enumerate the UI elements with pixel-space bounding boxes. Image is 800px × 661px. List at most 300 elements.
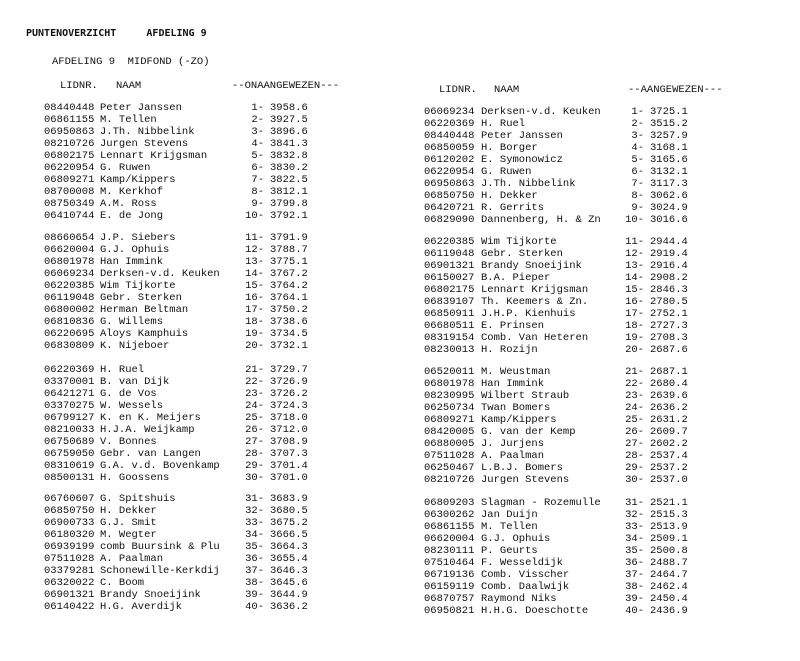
- rank: 19-: [625, 332, 644, 344]
- member-name: Comb. Visscher: [481, 569, 570, 581]
- score: 2436.9: [650, 605, 688, 617]
- member-id: 06901321: [424, 260, 475, 272]
- member-id: 06220369: [44, 364, 95, 376]
- rank: 7-: [631, 178, 644, 190]
- score: 2687.6: [650, 344, 688, 356]
- rank: 39-: [625, 593, 644, 605]
- member-id: 06850911: [424, 308, 475, 320]
- score: 3016.6: [650, 214, 688, 226]
- member-id: 03370001: [44, 376, 95, 388]
- rank: 31-: [625, 497, 644, 509]
- rank: 25-: [245, 412, 264, 424]
- member-name: comb Buursink & Plu: [100, 541, 220, 553]
- rank: 36-: [625, 557, 644, 569]
- score: 2602.2: [650, 438, 688, 450]
- score: 3830.2: [270, 162, 308, 174]
- member-name: Wim Tijkorte: [481, 236, 557, 248]
- member-id: 06320022: [44, 577, 95, 589]
- score: 3724.3: [270, 400, 308, 412]
- score: 3734.5: [270, 328, 308, 340]
- member-name: Aloys Kamphuis: [100, 328, 189, 340]
- score: 3655.4: [270, 553, 308, 565]
- score: 3767.2: [270, 268, 308, 280]
- member-id: 08660654: [44, 232, 95, 244]
- rank: 38-: [245, 577, 264, 589]
- member-id: 08500131: [44, 472, 95, 484]
- member-id: 06799127: [44, 412, 95, 424]
- member-name: Peter Janssen: [481, 130, 563, 142]
- rank: 28-: [625, 450, 644, 462]
- score: 2708.3: [650, 332, 688, 344]
- member-id: 06220385: [424, 236, 475, 248]
- member-id: 06861155: [424, 521, 475, 533]
- page-subtitle: AFDELING 9 MIDFOND (-ZO): [52, 56, 210, 68]
- score: 3718.0: [270, 412, 308, 424]
- right-header-name: NAAM: [494, 84, 520, 96]
- score: 2509.1: [650, 533, 688, 545]
- rank: 6-: [251, 162, 264, 174]
- member-name: Schonewille-Kerkdij: [100, 565, 220, 577]
- rank: 8-: [251, 186, 264, 198]
- score: 3683.9: [270, 493, 308, 505]
- rank: 19-: [245, 328, 264, 340]
- score: 3117.3: [650, 178, 688, 190]
- score: 3708.9: [270, 436, 308, 448]
- score: 2727.3: [650, 320, 688, 332]
- score: 2908.2: [650, 272, 688, 284]
- member-name: M. Tellen: [481, 521, 538, 533]
- member-name: Kamp/Kippers: [100, 174, 176, 186]
- member-id: 06150027: [424, 272, 475, 284]
- rank: 35-: [245, 541, 264, 553]
- member-id: 06939199: [44, 541, 95, 553]
- member-name: B. van Dijk: [100, 376, 170, 388]
- member-id: 06800002: [44, 304, 95, 316]
- rank: 26-: [625, 426, 644, 438]
- member-id: 06750689: [44, 436, 95, 448]
- member-name: B.A. Pieper: [481, 272, 551, 284]
- member-id: 06802175: [424, 284, 475, 296]
- rank: 10-: [245, 210, 264, 222]
- rank: 14-: [245, 268, 264, 280]
- score: 3841.3: [270, 138, 308, 150]
- rank: 29-: [625, 462, 644, 474]
- score: 3832.8: [270, 150, 308, 162]
- member-name: F. Wesseldijk: [481, 557, 563, 569]
- member-name: G. Spitshuis: [100, 493, 176, 505]
- score: 2488.7: [650, 557, 688, 569]
- member-id: 06850059: [424, 142, 475, 154]
- rank: 10-: [625, 214, 644, 226]
- member-name: Jan Duijn: [481, 509, 538, 521]
- score: 2752.1: [650, 308, 688, 320]
- member-id: 06220369: [424, 118, 475, 130]
- score: 3958.6: [270, 102, 308, 114]
- rank: 15-: [245, 280, 264, 292]
- member-name: C. Boom: [100, 577, 145, 589]
- member-id: 06809203: [424, 497, 475, 509]
- member-id: 06950863: [424, 178, 475, 190]
- member-name: A. Paalman: [100, 553, 164, 565]
- member-id: 06520011: [424, 366, 475, 378]
- rank: 22-: [625, 378, 644, 390]
- rank: 33-: [245, 517, 264, 529]
- score: 3725.1: [650, 106, 688, 118]
- member-id: 06620004: [424, 533, 475, 545]
- score: 3024.9: [650, 202, 688, 214]
- score: 2521.1: [650, 497, 688, 509]
- rank: 34-: [245, 529, 264, 541]
- member-id: 06861155: [44, 114, 95, 126]
- rank: 13-: [245, 256, 264, 268]
- member-name: J.Th. Nibbelink: [100, 126, 195, 138]
- right-header-id: LIDNR.: [439, 84, 477, 96]
- rank: 16-: [245, 292, 264, 304]
- member-name: H.J.A. Weijkamp: [100, 424, 195, 436]
- member-name: Peter Janssen: [100, 102, 182, 114]
- score: 2919.4: [650, 248, 688, 260]
- member-id: 07510464: [424, 557, 475, 569]
- rank: 23-: [245, 388, 264, 400]
- member-id: 07511028: [424, 450, 475, 462]
- rank: 15-: [625, 284, 644, 296]
- member-id: 06901321: [44, 589, 95, 601]
- member-id: 06759050: [44, 448, 95, 460]
- score: 3666.5: [270, 529, 308, 541]
- score: 3664.3: [270, 541, 308, 553]
- member-name: Brandy Snoeijink: [481, 260, 582, 272]
- member-name: K. en K. Meijers: [100, 412, 201, 424]
- member-name: Slagman - Rozemulle: [481, 497, 601, 509]
- score: 3165.6: [650, 154, 688, 166]
- member-id: 08230995: [424, 390, 475, 402]
- member-id: 06850750: [424, 190, 475, 202]
- rank: 20-: [625, 344, 644, 356]
- rank: 9-: [631, 202, 644, 214]
- member-name: H.H.G. Doeschotte: [481, 605, 589, 617]
- score: 2687.1: [650, 366, 688, 378]
- member-id: 06250734: [424, 402, 475, 414]
- score: 2537.2: [650, 462, 688, 474]
- member-name: H. Ruel: [481, 118, 526, 130]
- member-name: G. Ruwen: [481, 166, 532, 178]
- member-name: Th. Keemers & Zn.: [481, 296, 589, 308]
- member-name: A. Paalman: [481, 450, 545, 462]
- rank: 11-: [625, 236, 644, 248]
- member-name: Derksen-v.d. Keuken: [481, 106, 601, 118]
- member-name: H. Borger: [481, 142, 538, 154]
- rank: 8-: [631, 190, 644, 202]
- score: 2846.3: [650, 284, 688, 296]
- member-id: 06900733: [44, 517, 95, 529]
- member-id: 08230111: [424, 545, 475, 557]
- score: 2462.4: [650, 581, 688, 593]
- score: 3726.2: [270, 388, 308, 400]
- page-title: PUNTENOVERZICHT AFDELING 9: [26, 28, 207, 39]
- score: 2639.6: [650, 390, 688, 402]
- member-id: 08750349: [44, 198, 95, 210]
- rank: 16-: [625, 296, 644, 308]
- rank: 32-: [245, 505, 264, 517]
- member-id: 08210726: [44, 138, 95, 150]
- rank: 18-: [245, 316, 264, 328]
- member-name: Han Immink: [481, 378, 545, 390]
- member-name: W. Wessels: [100, 400, 164, 412]
- rank: 17-: [625, 308, 644, 320]
- member-id: 08319154: [424, 332, 475, 344]
- member-id: 07511028: [44, 553, 95, 565]
- member-name: G. Ruwen: [100, 162, 151, 174]
- member-id: 06839107: [424, 296, 475, 308]
- rank: 7-: [251, 174, 264, 186]
- member-id: 08440448: [44, 102, 95, 114]
- score: 2944.4: [650, 236, 688, 248]
- member-name: G.J. Ophuis: [481, 533, 551, 545]
- member-name: Kamp/Kippers: [481, 414, 557, 426]
- rank: 37-: [245, 565, 264, 577]
- member-name: M. Tellen: [100, 114, 157, 126]
- rank: 27-: [625, 438, 644, 450]
- right-header-section: --AANGEWEZEN---: [628, 84, 723, 96]
- rank: 12-: [625, 248, 644, 260]
- member-name: P. Geurts: [481, 545, 538, 557]
- score: 3168.1: [650, 142, 688, 154]
- member-name: R. Gerrits: [481, 202, 545, 214]
- member-id: 06410744: [44, 210, 95, 222]
- rank: 5-: [631, 154, 644, 166]
- rank: 1-: [631, 106, 644, 118]
- member-id: 06950821: [424, 605, 475, 617]
- rank: 34-: [625, 533, 644, 545]
- member-name: G.A. v.d. Bovenkamp: [100, 460, 220, 472]
- member-name: Dannenberg, H. & Zn: [481, 214, 601, 226]
- score: 2636.2: [650, 402, 688, 414]
- score: 3726.9: [270, 376, 308, 388]
- score: 2450.4: [650, 593, 688, 605]
- rank: 2-: [631, 118, 644, 130]
- member-id: 06120202: [424, 154, 475, 166]
- member-name: Twan Bomers: [481, 402, 551, 414]
- member-id: 06119048: [424, 248, 475, 260]
- member-name: G. de Vos: [100, 388, 157, 400]
- score: 2537.4: [650, 450, 688, 462]
- rank: 12-: [245, 244, 264, 256]
- rank: 37-: [625, 569, 644, 581]
- member-name: H. Ruel: [100, 364, 145, 376]
- member-id: 06810836: [44, 316, 95, 328]
- left-header-name: NAAM: [116, 80, 142, 92]
- rank: 39-: [245, 589, 264, 601]
- member-name: J. Jurjens: [481, 438, 545, 450]
- member-name: K. Nijeboer: [100, 340, 170, 352]
- member-id: 03370275: [44, 400, 95, 412]
- member-name: E. Prinsen: [481, 320, 545, 332]
- score: 3636.2: [270, 601, 308, 613]
- score: 3788.7: [270, 244, 308, 256]
- score: 2609.7: [650, 426, 688, 438]
- member-id: 06760607: [44, 493, 95, 505]
- left-header-id: LIDNR.: [60, 80, 98, 92]
- member-name: Jurgen Stevens: [481, 474, 570, 486]
- member-name: Han Immink: [100, 256, 164, 268]
- member-name: Lennart Krijgsman: [481, 284, 589, 296]
- score: 2780.5: [650, 296, 688, 308]
- member-id: 06069234: [44, 268, 95, 280]
- score: 2680.4: [650, 378, 688, 390]
- member-name: A.M. Ross: [100, 198, 157, 210]
- score: 3645.6: [270, 577, 308, 589]
- member-id: 06069234: [424, 106, 475, 118]
- rank: 31-: [245, 493, 264, 505]
- member-id: 06220954: [424, 166, 475, 178]
- member-name: Derksen-v.d. Keuken: [100, 268, 220, 280]
- member-id: 08440448: [424, 130, 475, 142]
- rank: 25-: [625, 414, 644, 426]
- rank: 26-: [245, 424, 264, 436]
- rank: 28-: [245, 448, 264, 460]
- rank: 17-: [245, 304, 264, 316]
- member-id: 06421271: [44, 388, 95, 400]
- member-id: 06719136: [424, 569, 475, 581]
- member-id: 06180320: [44, 529, 95, 541]
- member-id: 06830809: [44, 340, 95, 352]
- member-id: 06300262: [424, 509, 475, 521]
- score: 3712.0: [270, 424, 308, 436]
- rank: 24-: [625, 402, 644, 414]
- member-id: 06850750: [44, 505, 95, 517]
- rank: 4-: [251, 138, 264, 150]
- rank: 35-: [625, 545, 644, 557]
- rank: 30-: [245, 472, 264, 484]
- member-name: E. Symonowicz: [481, 154, 563, 166]
- member-id: 06159119: [424, 581, 475, 593]
- rank: 29-: [245, 460, 264, 472]
- member-id: 06801978: [44, 256, 95, 268]
- score: 2631.2: [650, 414, 688, 426]
- member-name: Jurgen Stevens: [100, 138, 189, 150]
- member-name: L.B.J. Bomers: [481, 462, 563, 474]
- rank: 20-: [245, 340, 264, 352]
- rank: 21-: [625, 366, 644, 378]
- member-id: 08310619: [44, 460, 95, 472]
- member-id: 06870757: [424, 593, 475, 605]
- member-name: Raymond Niks: [481, 593, 557, 605]
- member-name: Comb. Van Heteren: [481, 332, 589, 344]
- rank: 11-: [245, 232, 264, 244]
- score: 3896.6: [270, 126, 308, 138]
- member-id: 08210726: [424, 474, 475, 486]
- score: 3738.6: [270, 316, 308, 328]
- rank: 3-: [251, 126, 264, 138]
- member-name: G.J. Ophuis: [100, 244, 170, 256]
- score: 3732.1: [270, 340, 308, 352]
- rank: 32-: [625, 509, 644, 521]
- member-name: H.G. Averdijk: [100, 601, 182, 613]
- member-name: Wilbert Straub: [481, 390, 570, 402]
- score: 2916.4: [650, 260, 688, 272]
- left-header-section: --ONAANGEWEZEN---: [232, 80, 340, 92]
- member-id: 06950863: [44, 126, 95, 138]
- member-id: 08420005: [424, 426, 475, 438]
- rank: 33-: [625, 521, 644, 533]
- rank: 40-: [625, 605, 644, 617]
- score: 3764.1: [270, 292, 308, 304]
- member-id: 06809271: [44, 174, 95, 186]
- rank: 14-: [625, 272, 644, 284]
- member-id: 06220695: [44, 328, 95, 340]
- member-name: H. Dekker: [481, 190, 538, 202]
- member-name: Wim Tijkorte: [100, 280, 176, 292]
- member-id: 03379281: [44, 565, 95, 577]
- score: 3132.1: [650, 166, 688, 178]
- score: 2500.8: [650, 545, 688, 557]
- member-name: G. Willems: [100, 316, 164, 328]
- rank: 1-: [251, 102, 264, 114]
- score: 3791.9: [270, 232, 308, 244]
- member-name: Brandy Snoeijink: [100, 589, 201, 601]
- member-name: Comb. Daalwijk: [481, 581, 570, 593]
- score: 3257.9: [650, 130, 688, 142]
- member-name: J.H.P. Kienhuis: [481, 308, 576, 320]
- member-id: 06801978: [424, 378, 475, 390]
- score: 3927.5: [270, 114, 308, 126]
- member-name: Gebr. Sterken: [481, 248, 563, 260]
- rank: 13-: [625, 260, 644, 272]
- score: 3764.2: [270, 280, 308, 292]
- score: 3792.1: [270, 210, 308, 222]
- member-name: V. Bonnes: [100, 436, 157, 448]
- member-id: 06802175: [44, 150, 95, 162]
- member-id: 06829090: [424, 214, 475, 226]
- rank: 2-: [251, 114, 264, 126]
- member-id: 06809271: [424, 414, 475, 426]
- rank: 9-: [251, 198, 264, 210]
- score: 3062.6: [650, 190, 688, 202]
- score: 3822.5: [270, 174, 308, 186]
- member-name: J.P. Siebers: [100, 232, 176, 244]
- member-id: 06119048: [44, 292, 95, 304]
- score: 3812.1: [270, 186, 308, 198]
- score: 2515.3: [650, 509, 688, 521]
- member-name: Gebr. van Langen: [100, 448, 201, 460]
- score: 3644.9: [270, 589, 308, 601]
- rank: 18-: [625, 320, 644, 332]
- score: 3675.2: [270, 517, 308, 529]
- rank: 4-: [631, 142, 644, 154]
- rank: 22-: [245, 376, 264, 388]
- rank: 36-: [245, 553, 264, 565]
- score: 3775.1: [270, 256, 308, 268]
- score: 2513.9: [650, 521, 688, 533]
- score: 3729.7: [270, 364, 308, 376]
- member-id: 06620004: [44, 244, 95, 256]
- score: 2537.0: [650, 474, 688, 486]
- member-id: 08230013: [424, 344, 475, 356]
- score: 3515.2: [650, 118, 688, 130]
- score: 3750.2: [270, 304, 308, 316]
- rank: 21-: [245, 364, 264, 376]
- member-id: 06680511: [424, 320, 475, 332]
- score: 3680.5: [270, 505, 308, 517]
- member-name: E. de Jong: [100, 210, 164, 222]
- member-name: M. Wegter: [100, 529, 157, 541]
- score: 3799.8: [270, 198, 308, 210]
- score: 2464.7: [650, 569, 688, 581]
- member-name: Gebr. Sterken: [100, 292, 182, 304]
- member-id: 06250467: [424, 462, 475, 474]
- score: 3646.3: [270, 565, 308, 577]
- member-name: M. Kerkhof: [100, 186, 164, 198]
